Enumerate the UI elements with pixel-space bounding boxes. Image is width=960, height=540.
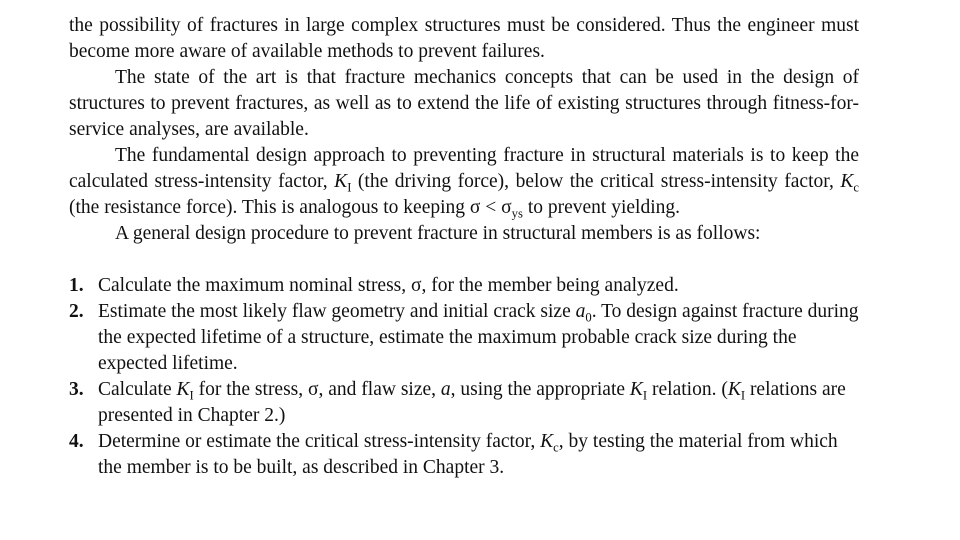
list-number: 4. (69, 431, 84, 452)
text-run: The state of the art is that fracture mechanics concepts that can be used in the design of structures to prevent fractures, as well as to extend the life of existing structures through fitness-for-service analyses, are available. (69, 67, 859, 140)
math-symbol: K (334, 171, 348, 192)
math-symbol: K (727, 379, 741, 400)
math-subscript: I (740, 388, 746, 403)
procedure-list (69, 273, 859, 481)
math-subscript: c (553, 440, 559, 455)
list-number: 2. (69, 301, 84, 322)
math-symbol: a (440, 379, 451, 400)
text-run: . To design against fracture during the expected lifetime of a structure, estimate the maximum probable crack size during the expected lifetime. (98, 301, 859, 374)
text-run: (the resistance force). This is analogous to keeping σ < σ (69, 197, 512, 218)
text-run: , using the appropriate (450, 379, 630, 400)
text-run: (the driving force), below the critical stress-intensity factor, (351, 171, 841, 192)
paragraph-p4 (69, 221, 859, 247)
paragraph-p1 (69, 13, 859, 65)
paragraph-p2 (69, 65, 859, 143)
list-number: 3. (69, 379, 84, 400)
text-run: Determine or estimate the critical stress-intensity factor, (98, 431, 541, 452)
math-symbol: a (575, 301, 586, 322)
list-item (69, 299, 859, 377)
math-subscript: ys (511, 206, 523, 221)
list-number: 1. (69, 275, 84, 296)
math-subscript: c (853, 180, 860, 195)
math-symbol: K (176, 379, 190, 400)
text-run: A general design procedure to prevent fracture in structural members is as follows: (115, 223, 761, 244)
text-run: relations are presented in Chapter 2.) (98, 379, 846, 426)
math-symbol: K (629, 379, 643, 400)
math-subscript: I (189, 388, 194, 403)
text-run: relation. ( (647, 379, 728, 400)
paragraph-p3 (69, 143, 859, 221)
text-run: Calculate the maximum nominal stress, σ, for the member being analyzed. (98, 275, 679, 296)
paragraphs (69, 13, 859, 247)
text-run: , by testing the material from which the member is to be built, as described in Chapter 3. (98, 431, 838, 478)
text-run: the possibility of fractures in large complex structures must be considered. Thus the engineer must become more aware of available methods to prevent failures. (69, 15, 859, 62)
math-subscript: I (642, 388, 648, 403)
text-run: to prevent yielding. (522, 197, 680, 218)
text-run: Calculate (98, 379, 177, 400)
text-run: for the stress, σ, and flaw size, (193, 379, 441, 400)
list-item (69, 273, 859, 299)
list-item (69, 429, 859, 481)
text-run: Estimate the most likely flaw geometry and initial crack size (98, 301, 576, 322)
math-subscript: I (347, 180, 352, 195)
math-subscript: 0 (585, 310, 592, 325)
text-run: The fundamental design approach to preventing fracture in structural materials is to keep the calculated stress-intensity factor, (69, 145, 859, 192)
math-symbol: K (540, 431, 554, 452)
math-symbol: K (840, 171, 854, 192)
list-item (69, 377, 859, 429)
body-text (69, 13, 859, 481)
